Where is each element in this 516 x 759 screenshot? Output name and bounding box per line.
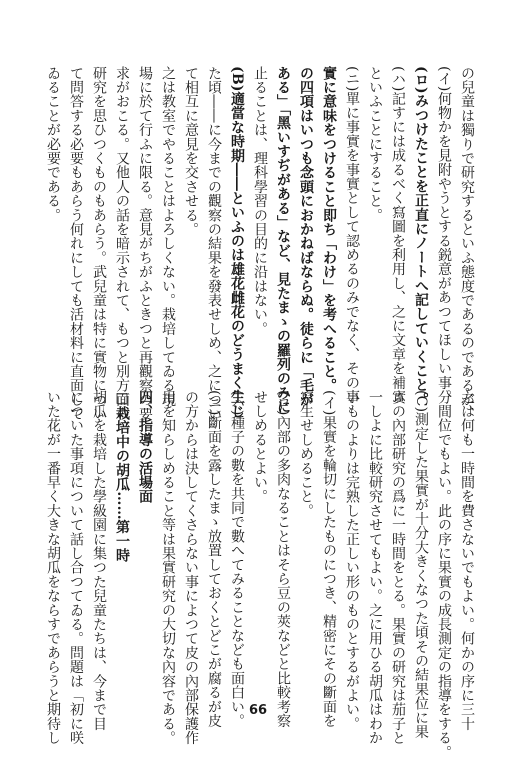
text-line: 一しよに比較研究させてもよい。之に用ひる胡瓜はわか [367,390,383,745]
text-line: 胡瓜を栽培した學級園に集つた兒童たちは、今まで目 [91,390,107,731]
text-block-top [41,66,478,421]
text-line: 寫生せしめること。 [298,390,314,518]
text-line: 用を知らしめること等は果實研究の大切な內容である。 [160,390,176,745]
text-line: 實に意味をつけること即ち「わけ」を考へること。 [321,66,337,393]
text-line: 之は何も一時間を費さないでもよい。何かの序に三十 [459,390,475,731]
text-line: についた事項について話し合つてゐる。問題は「初に咲 [68,390,84,745]
text-line: (ニ)單に事實を事實として認めるのみでなく、その事 [344,66,360,404]
text-line: (ロ)みつけたことを正直にノートへ記していくこと。 [413,66,429,407]
text-line: (イ)果實を輪切にしたものにつき、精密にその斷面を [321,390,337,728]
text-line: ゐることが必要である。 [45,66,61,223]
text-line: (B)適當な時期――といふのは雄花雌花のどうまく生じ [229,66,245,419]
text-line: て問答する必要もあらう何れにしても活材料に直面して [68,66,84,421]
text-line: (ハ)種子の數を共同で數へてみることなども面白い。 [229,390,245,728]
text-line: いものよりは完熟した正しい形のものとするがよい。 [344,390,360,731]
text-line: (C)測定した果實が十分大きくなつた頃その結果位に果 [413,390,429,739]
text-line: (イ)何物かを見附やうとする鋭意があつてほしい事。 [436,66,452,404]
text-line: ある」「黑いすぢがある」など、見たまゝの羅列のみに [275,66,291,414]
text-line: 實の內部研究の爲に一時間をとる。果實の研究は茄子と [390,390,406,745]
text-line: の四項はいつも念頭におかねばならぬ。徒らに「毛が [298,66,314,407]
text-line: の方からは決してくさらない事によつて皮の內部保護作 [183,390,199,745]
text-line: て相互に意見を交させる。 [183,66,199,237]
text-line: せしめるとよい。 [252,390,268,504]
page-number: 66 [248,703,268,718]
text-line: 之は教室でやることはよろしくない。栽培してゐる現 [160,66,176,407]
text-line: いた花が一番早く大きな胡瓜をならすであらうと期待し [45,390,61,745]
text-line: といふことにすること。 [367,66,383,223]
text-line: 研究を思ひつくものもあらう。武兒童は特に實物につい [91,66,107,421]
text-line: の兒童は獨りで研究するといふ態度であるのであるが、 [459,66,475,421]
subsection-heading: □栽培中の胡瓜……第一時 [114,390,130,563]
section-heading: 四、指導の活場面 [137,390,153,504]
text-line: (ハ)記すには成るべく寫圖を利用し、之に文章を補ふ [390,66,406,404]
text-line: 分間位でもよい。此の序に果實の成長測定の指導をする。 [436,390,452,759]
text-line: た頃――に今までの觀察の結果を發表せしめ、之につい [206,66,222,421]
text-line: 場に於て行ふに限る。意見がちがふときつと再觀察の要 [137,66,153,421]
text-line: (ニ)斷面を露したまゝ放置しておくとどこが腐るが皮 [206,390,222,728]
text-line: (ロ)內部の多肉なることはそら豆の莢などと比較考察 [275,390,291,728]
text-line: 求がおこる。又他人の話を暗示されて、もつと別方面の [114,66,130,421]
text-line: 止ることは、理科學習の目的に沿はない。 [252,66,268,336]
